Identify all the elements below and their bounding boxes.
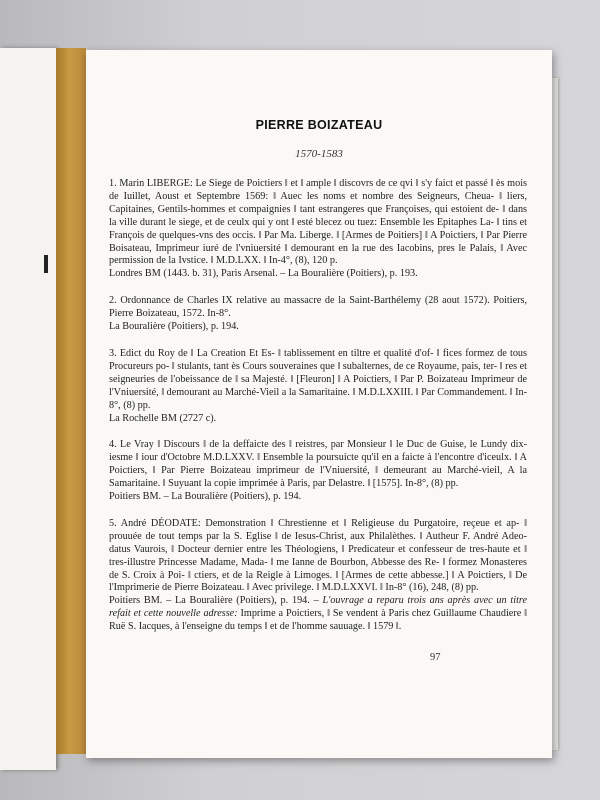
entry-reference: Londres BM (1443. b. 31), Paris Arsenal. – La Bouralière (Poitiers), p. 193. [109,268,418,280]
entry-reference: La Bouralière (Poitiers), p. 194. [109,321,239,333]
entry-reference-block [109,595,527,634]
entry-1 [109,178,527,281]
entry-3 [109,348,527,425]
entry-reference: Poitiers BM. – La Bouralière (Poitiers), p. 194. [109,491,302,503]
entry-description: 1. Marin LIBERGE: Le Siege de Poictiers ‖ et ‖ ample ‖ discovrs de ce qvi ‖ s'y faict et passé ‖ ès mois de Iuillet, Aoust et Septembre 1569: ‖ Auec les noms et nombre des Seigneurs, Cheua- ‖ liers, Capitaines, Gentils-hommes et compaignies ‖ tant estrangeres que Françoises, qui estoient de- ‖ dans la ville durant le siege, et de ceulx qui y ont ‖ esté blecez ou tuez: Ensemble les Epitaphes La- ‖ tins et François de quelques-vns des occis. ‖ Par Ma. Liberge. ‖ [Armes de Poitiers] ‖ A Poictiers, ‖ Par Pierre Boisateau, Imprimeur iuré de l'vniuersité ‖ demourant en la rue des Iacobins, pres le Palais, ‖ Avec permission de la Ivstice. ‖ M.D.LXX. ‖ In-4°, (8), 120 p. [109,178,527,267]
page-mark [44,255,48,273]
entry-description: 3. Edict du Roy de ‖ La Creation Et Es- ‖ tablissement en tiltre et qualité d'of- ‖ fices formez de tous Procureurs po- ‖ stulants, tant ès Cours souveraines que ‖ subalternes, de ce Royaume, pais, ter- ‖ res et seigneuries de l'obeissance de ‖ sa Majesté. ‖ [Fleuron] ‖ A Poictiers, ‖ Par P. Boizateau Imprimeur de l'Vniuersité, ‖ demourant au Marché-Vieil a la Samaritaine. ‖ M.D.LXXIII. ‖ Par Commandement. ‖ In-8°, (8) pp. [109,347,527,411]
entry-reference: Poitiers BM. – La Bouralière (Poitiers), p. 194. – [109,595,319,607]
underlying-sheet [552,78,558,750]
entry-reference: La Rochelle BM (2727 c). [109,412,217,424]
bibliography [109,178,527,648]
page-number: 97 [430,652,441,663]
page-title: PIERRE BOIZATEAU [255,118,383,132]
entry-5 [109,518,527,634]
entry-2 [109,295,527,334]
left-page [0,48,56,770]
binding-spine [56,48,86,754]
date-range: 1570-1583 [295,148,343,160]
entry-description: 5. André DÉODATE: Demonstration ‖ Chrestienne et ‖ Religieuse du Purgatoire, reçeue et ap- ‖ prouuée de tout temps par la S. Eglise ‖ de Iesus-Christ, aux Philalèthes. ‖ Autheur F. André Adeo-datus Vaurois, ‖ Docteur dernier entre les Théologiens, ‖ Predicateur et confesseur de tres-haute et ‖ tres-illustre Princesse Madame, Mada- ‖ me Ianne de Bourbon, Abbesse des Re- ‖ formez Monasteres de S. Croix à Poi- ‖ ctiers, et de la Reigle à Limoges. ‖ [Armes de cette abbesse.] ‖ A Poictiers, ‖ De l'Imprimerie de Pierre Boizateau. ‖ Avec privilege. ‖ M.D.LXXVI. ‖ In-8° (16), 248, (8) pp. [109,517,527,594]
entry-4 [109,439,527,504]
book-page [86,50,552,758]
entry-description: 4. Le Vray ‖ Discours ‖ de la deffaicte des ‖ reistres, par Monsieur ‖ le Duc de Guise, le Lundy dix-iesme ‖ iour d'Octobre M.D.LXXV. ‖ Ensemble la poursuicte qu'il en a faicte à l'encontre d'iceulx. ‖ A Poictiers, ‖ Par Pierre Boizateau imprimeur de l'Vniuersité, ‖ demeurant au Marché-vieil, A la Samaritaine. ‖ Suyuant la copie imprimée à Paris, par Delastre. ‖ [1575]. In-8°, (8) pp. [109,439,527,490]
entry-description: 2. Ordonnance de Charles IX relative au massacre de la Saint-Barthélemy (28 aout 1572). Poitiers, Pierre Boizateau, 1572. In-8°. [109,295,527,320]
entry-reference-tail: Imprime a Poictiers, ‖ Se vendent à Paris chez Guillaume Chaudiere ‖ Ruë S. Iacques, à l'enseigne du temps ‖ et de l'homme sauuage. ‖ 1579 ‖. [109,608,527,633]
entry-reference-note: L'ouvrage a reparu trois ans après avec un titre refait et cette nouvelle adresse: [109,595,528,620]
